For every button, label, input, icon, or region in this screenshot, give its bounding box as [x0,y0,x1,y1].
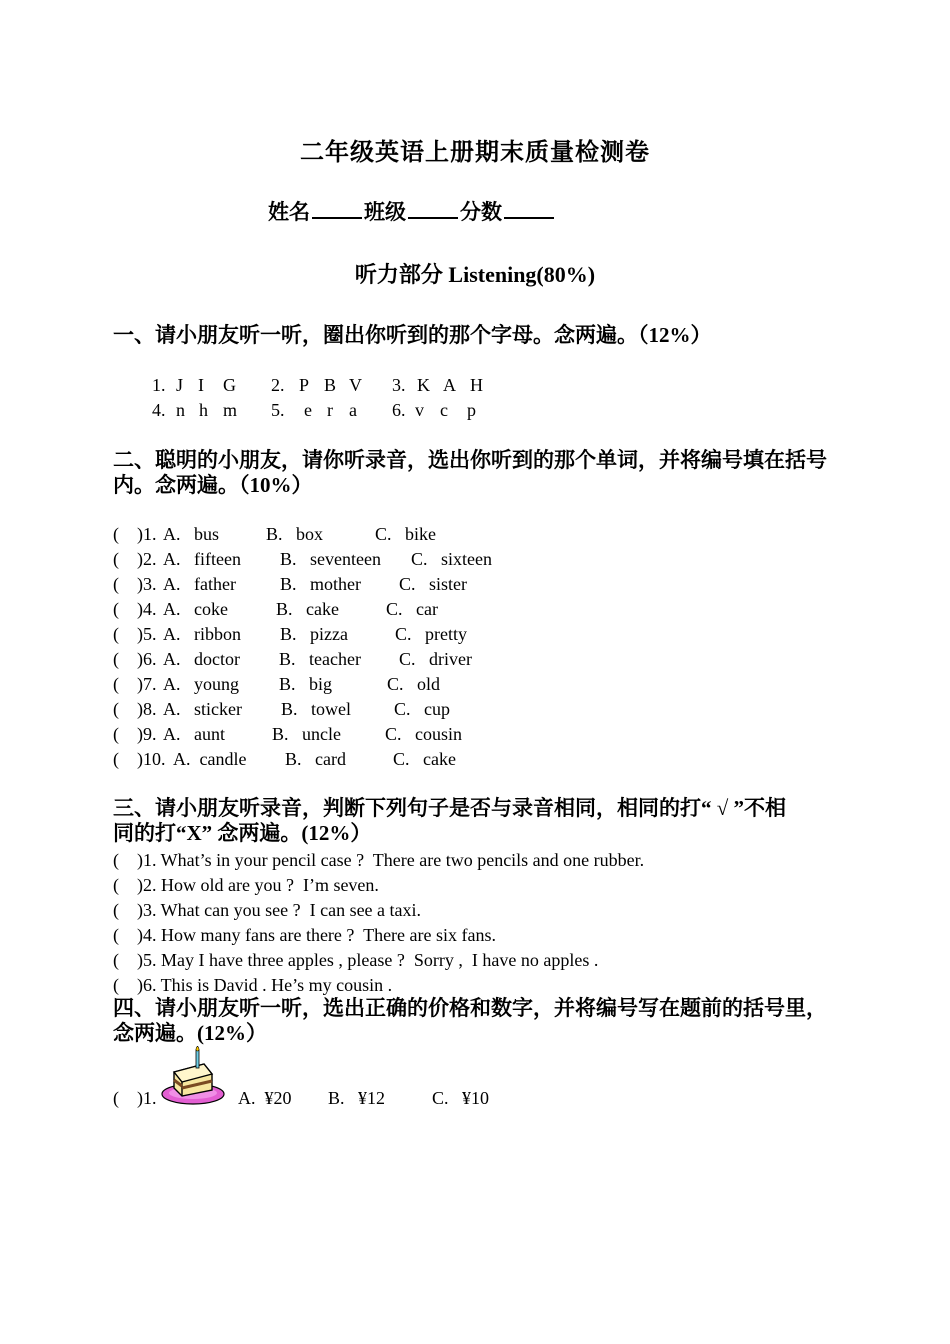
option-b[interactable]: B. seventeen [280,549,381,569]
letter-item-number: 5. [271,400,285,420]
option-c[interactable]: C. bike [375,524,436,544]
option-b[interactable]: B. card [285,749,346,769]
letter-option[interactable]: K [417,375,430,395]
section3-heading-line1: 三、请小朋友听录音，判断下列句子是否与录音相同，相同的打“ √ ”不相 [113,796,787,820]
option-a[interactable]: A. ribbon [163,624,241,644]
question-number[interactable]: ( )2. [113,549,157,569]
question-number[interactable]: ( )5. [113,624,157,644]
letter-option[interactable]: p [467,400,476,420]
letter-option[interactable]: I [198,375,204,395]
option-c[interactable]: C. sister [399,574,468,594]
option-a[interactable]: A. young [163,674,239,694]
option-c[interactable]: C. pretty [395,624,467,644]
question-number[interactable]: ( )10. [113,749,166,769]
name-blank[interactable] [312,199,362,219]
judgement-question[interactable]: ( )1. What’s in your pencil case ? There are two pencils and one rubber. [113,850,645,870]
letter-option[interactable]: G [223,375,236,395]
option-a[interactable]: A. fifteen [163,549,241,569]
letter-option[interactable]: P [299,375,310,395]
option-a[interactable]: A. coke [163,599,228,619]
section1-heading: 一、请小朋友听一听，圈出你听到的那个字母。念两遍。（12%） [113,323,712,347]
option-c[interactable]: C. old [387,674,441,694]
section3-heading-line2: 同的打“X” 念两遍。(12%） [113,821,372,845]
listening-heading-text: 听力部分 Listening(80%) [354,262,596,287]
letter-option[interactable]: c [440,400,448,420]
letter-option[interactable]: e [304,400,312,420]
class-label: 班级 [364,200,406,224]
page-title: 二年级英语上册期末质量检测卷 [300,140,650,166]
option-b[interactable]: B. teacher [279,649,361,669]
section4-heading-line1: 四、请小朋友听一听，选出正确的价格和数字，并将编号写在题前的括号里， [113,996,827,1020]
option-a[interactable]: A. aunt [163,724,225,744]
section2-heading-line2: 内。念两遍。（10%） [113,473,313,497]
option-b[interactable]: B. towel [281,699,351,719]
question-number[interactable]: ( )1. [113,1088,157,1108]
letter-option[interactable]: V [349,375,362,395]
question-number[interactable]: ( )3. [113,574,157,594]
section2-heading [113,448,843,498]
letter-option[interactable]: v [415,400,424,420]
option-b[interactable]: B. cake [276,599,339,619]
option-c[interactable]: C. driver [399,649,472,669]
option-c[interactable]: C. sixteen [411,549,492,569]
judgement-question[interactable]: ( )3. What can you see ? I can see a taxi. [113,900,422,920]
section3-heading [113,796,843,846]
section2-heading-line1: 二、聪明的小朋友，请你听录音，选出你听到的那个单词，并将编号填在括号 [113,448,827,472]
letter-item-number: 4. [152,400,166,420]
letter-item-number: 6. [392,400,406,420]
question-number[interactable]: ( )1. [113,524,157,544]
option-a[interactable]: A. father [163,574,236,594]
judgement-question[interactable]: ( )2. How old are you ? I’m seven. [113,875,379,895]
letter-option[interactable]: m [223,400,238,420]
score-blank[interactable] [504,199,554,219]
score-label: 分数 [460,200,502,224]
name-label: 姓名 [268,200,310,224]
letter-option[interactable]: h [199,400,208,420]
option-a[interactable]: A. ¥20 [238,1088,292,1108]
option-a[interactable]: A. doctor [163,649,240,669]
option-b[interactable]: B. mother [280,574,361,594]
question-number[interactable]: ( )6. [113,649,157,669]
option-c[interactable]: C. car [386,599,438,619]
option-c[interactable]: C. cake [393,749,456,769]
letter-option[interactable]: H [470,375,483,395]
option-c[interactable]: C. cup [394,699,450,719]
letter-option[interactable]: B [324,375,337,395]
question-number[interactable]: ( )8. [113,699,157,719]
listening-heading [0,258,950,289]
question-number[interactable]: ( )9. [113,724,157,744]
option-c[interactable]: C. cousin [385,724,463,744]
letter-item-number: 3. [392,375,406,395]
option-b[interactable]: B. pizza [280,624,348,644]
option-a[interactable]: A. sticker [163,699,242,719]
section4-heading-line2: 念两遍。(12%） [113,1021,267,1045]
option-a[interactable]: A. bus [163,524,220,544]
section4-heading [113,996,843,1046]
letter-option[interactable]: a [349,400,357,420]
judgement-question[interactable]: ( )5. May I have three apples , please ? Sorry , I have no apples . [113,950,599,970]
class-blank[interactable] [408,199,458,219]
option-b[interactable]: B. big [279,674,333,694]
letter-item-number: 2. [271,375,285,395]
letter-option[interactable]: r [327,400,333,420]
letter-item-number: 1. [152,375,166,395]
question-number[interactable]: ( )7. [113,674,157,694]
letter-option[interactable]: n [176,400,185,420]
student-info-line [268,196,556,226]
judgement-question[interactable]: ( )4. How many fans are there ? There are six fans. [113,925,497,945]
letter-option[interactable]: J [176,375,184,395]
option-b[interactable]: B. ¥12 [328,1088,386,1108]
option-b[interactable]: B. uncle [272,724,341,744]
letter-option[interactable]: A [443,375,456,395]
question-number[interactable]: ( )4. [113,599,157,619]
option-a[interactable]: A. candle [173,749,247,769]
judgement-question[interactable]: ( )6. This is David . He’s my cousin . [113,975,393,995]
birthday-cake-image [160,1046,226,1108]
option-c[interactable]: C. ¥10 [432,1088,490,1108]
option-b[interactable]: B. box [266,524,324,544]
